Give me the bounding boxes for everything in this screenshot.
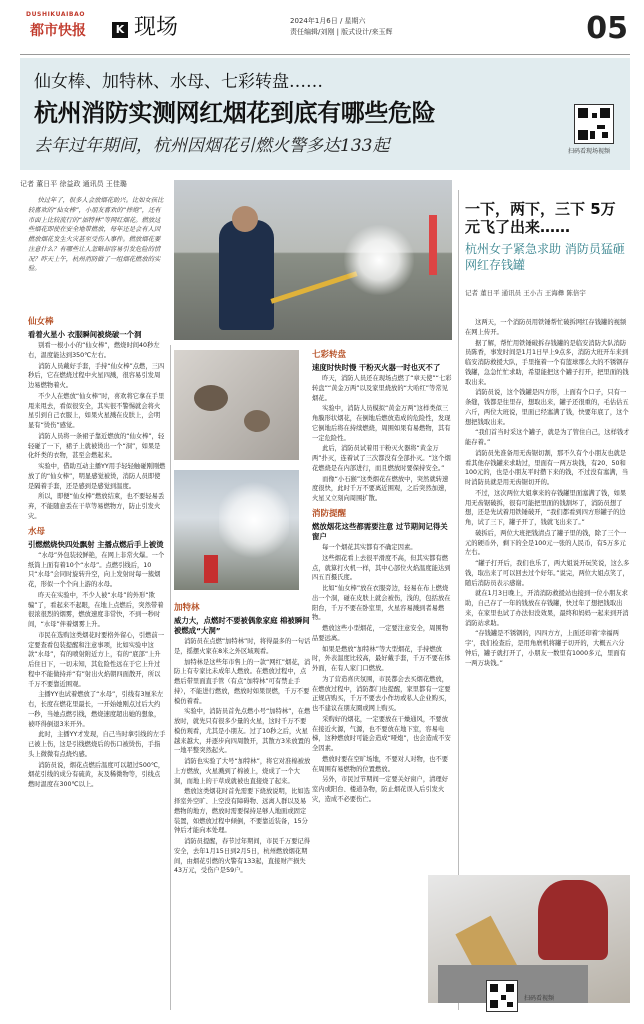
burned-cloth-photo: [174, 350, 299, 460]
paragraph: 消防员在点燃“加特林”时，将得最多的一句话是，摇摆火家在8米之外区域观看。: [174, 638, 311, 655]
header-rule: [20, 54, 630, 55]
qr-caption: 扫码看现场视频: [568, 148, 611, 155]
column-2: [174, 598, 312, 1013]
paragraph: 实验中，消防人员模拟“黄金万两”这样类似三角膜形状烟花，在倒地后燃放造成的危险性，发现它倒地后将在持续燃烧，周围如果有易燃物，其有一定危险性。: [312, 405, 451, 442]
paragraph: “存钱罐是不锈钢的，四四方方，上面还印着‘幸福两字’，我们检查后，是用角磨机将罐子切开的，大概五六分钟后，罐子就打开了，小朋友一数里有1000多元，里面有一两万块钱。”: [465, 630, 626, 667]
subhead-spinner: 速度时快时慢 干粉灭火器一时也灭不了: [312, 363, 441, 373]
paragraph: 此后，消防员试着用干粉灭火器将“黄金万两”扑灭，连着试了三次都没有全部扑灭。“这个烟花燃烧是在内部进行，而且燃放时要保持安全。”: [312, 445, 451, 472]
sidebar-headline: 一下，两下，三下 5万元飞了出来……: [465, 200, 616, 237]
section-title-gatling: 加特林: [174, 603, 200, 613]
paragraph: “我们首当时采这个罐子，就是为了管住自己，这样钱才能存着。”: [465, 429, 630, 446]
paragraph: 实验中，借助互动主播YY用手轻轻触碰刚刚燃放了的“仙女棒”，明显感觉被烫，消防人员即使是隔着手套，还是感到是感觉到温度。: [28, 463, 166, 490]
page-info: [290, 16, 393, 37]
paragraph: 不少人在燃放“仙女棒”时，喜欢将它拿在手里甩来甩去，看似很安全，其实很不警惕就会将火星引到自己衣服上，如果火星溅在皮肤上，会明显有“烫伤”感觉。: [28, 392, 165, 430]
paragraph: 消防人员戴好手套，手持“仙女棒”点燃，三四秒后，它在燃烧过程中火星四溅，很容易引发周边易燃物着火。: [28, 362, 165, 390]
sidebar-qr-code-icon[interactable]: [486, 980, 518, 1012]
paragraph: 燃放时要在空旷场地，不要对人对物，也不要在周围有易燃物的位置燃放。: [312, 755, 449, 773]
paragraph: 主播YY也试着燃放了“水母”，引线有3厘米左右，长度在燃花里最长，一开始她刚点过后大约一秒，当她点燃引线，燃烧速度超出她的想象，被吓得倒退3米开外。: [28, 691, 164, 728]
paragraph: 破拆后，两位大班把钱清点了罐子里的钱，除了三个一元的硬币外，剩下的全是100元一张的人民币，有5万多元左右。: [465, 529, 627, 557]
paragraph: 每一个烟花其实都有不确定因素。: [322, 544, 417, 552]
kicker: 仙女棒、加特林、水母、七彩转盘……: [34, 72, 323, 92]
section-title-jellyfish: 水母: [28, 526, 46, 537]
paragraph: 不过，这次两位大姐拿来的存钱罐里面塞满了钱，如果用无齿锯破拆，很有可能把里面的钱割坏了，消防员想了想，还是先试着用铁锤破开，“我们都看到四方形罐子的边角，试了三下，罐子开了，钱就飞出来了。”: [465, 489, 627, 526]
sidebar-qr-caption: 扫码看视频: [524, 995, 555, 1002]
subhead-fairy-stick: 看着火星小 衣服瞬间被烧破一个洞: [28, 330, 142, 340]
paragraph: 比如“仙女棒”放在衣服旁边，轻易在布上燃烧出一个洞，碰在皮肤上就会被伤，浅的，包括放在阳台，千万不要在卧室里，火星容易溅到者易燃物。: [312, 585, 451, 622]
paragraph: “罐子打开后，我们也乐了，两大姐说开玩笑说，这么多钱，取出来了可以回去过个好年。”说完，两位大姐点笑了，随后消防员表示感谢。: [465, 560, 630, 587]
main-headline: 杭州消防实测网红烟花到底有哪些危险: [34, 99, 436, 127]
paragraph: 昨天在实验中，不少人被“水母”的外形“欺骗”了，看起来不起眼，在地上点燃后，突然带着很浓很烈的烟雾，燃放速度非常快，不到一秒时间，“水母”伴着烟雾上升。: [28, 591, 164, 629]
subhead-jellyfish: 引燃燃烧快四处飘射 主播点燃后手上被烫: [28, 539, 164, 549]
issue-date: 2024年1月6日 / 星期六: [290, 17, 366, 25]
section-title: 现场: [134, 15, 179, 40]
paragraph: “水母”外包装较鲜艳，在网上非常火爆。一个纸筒上面有着10个“水母”。点燃引线后，10只“水母”会同时旋转升空，向上发射时每一簇烟花，形似一个个向上游的水母。: [28, 551, 165, 589]
intro-paragraph: 快过年了，很多人会放烟花助兴。比如女孩比较喜欢的“仙女棒”，小朋友喜欢的“摔炮”，还有市面上比较流行的“加特林”等网红烟花。燃放这些烟花即使在安全地带燃放，每年还是会有人因燃放烟花发生火灾甚至受伤入事件。燃放烟花要注意什么？有哪些让人忽略却容易引发危险的情况？昨天上午，杭州消防做了一组烟花燃放的实验。: [28, 197, 164, 273]
paragraph: 消防员提醒，春节过年期间，市民千万要记得安全，去年1月15日到2月5日，杭州燃放烟花期间，由烟花引燃的火警有133起，直接财产损失43万元，受伤户是59户。: [174, 838, 311, 875]
subhead-tips: 燃放烟花这些都需要注意 过节期间记得关窗户: [312, 522, 448, 542]
paragraph: 消防员先准备用无齿锯切割，那不久有个小朋友也就是看其他存钱罐来求助过，里面有一两万块钱，有20、50和100元的，也是小朋友平时攒下来的钱，不过没有塞满，当时消防员就是用无齿锯切开的。: [465, 449, 629, 486]
column-1: [28, 312, 166, 1012]
column-divider: [170, 345, 171, 1010]
paragraph: 如果是燃放“加特林”等大型烟花，手持燃放时，外表温度比较高，最好戴手套，千万不要在体外面，在有人家门口燃放。: [312, 645, 451, 673]
sidebar-subheadline: 杭州女子紧急求助 消防员猛砸网红存钱罐: [465, 242, 625, 272]
sidebar-column: [465, 318, 630, 870]
logo-cn: 都市快报: [30, 23, 86, 39]
section-title-spinner: 七彩转盘: [312, 350, 347, 360]
paragraph: 加特林是这些年市售上的一款“网红”烟花，消防上有专家比未成年人燃放。在燃放过程中，点燃后带里面直手管（有点“加特林”可有禁止手持），不能进行燃放，燃放时如果误燃，千万不要模仿着看。: [174, 658, 311, 705]
paragraph: 昨天，消防人员还在现场点燃了“章天使”“七彩转盘”“黄金万两”以及家里烧放的“大哈红”等常见烟花。: [312, 375, 452, 402]
headline-banner: [20, 58, 630, 170]
k-logo-icon: K: [112, 22, 128, 38]
firefighter-photo: [174, 180, 452, 340]
paragraph: 燃放这类烟花时首先需要下烧放说明，比如选择室外空旷、上空没有障碍物、远离人群以及易燃物的地方，燃放时需要保持足够人地面或固定装置，如燃放过程中倾倒，不要靠近装备，15分钟后才能向本处理。: [174, 788, 311, 835]
paragraph: 消防员说，这个钱罐是四方形，上面有个口子，只有一条缝，钱都是往里存，想取出来，罐子还很重的，毛估估五六斤，两位大班说，里面已经塞满了钱，快要年底了，这个想把钱取出来。: [465, 389, 629, 426]
paragraph: 实验中，消防员首先点燃小号“加特林”，在燃放时，就先只有很多少量的火星，这时千万不要模仿观看，尤其是小朋友。过了10秒之后，火星越来越大，并逐步向四周散开，其散方3米放置的一地平整突然起火。: [174, 708, 311, 755]
paragraph: 据了解，帮忙用铁锤破拆存钱罐的是临安消防大队消防员陈香，事发时间是1月1日早上9点多，消防大班开车来到临安消防救援大队，手里拖着一个有篮球那么大的不锈钢存钱罐，急急忙忙求助，希望能把这个罐子打开，把里面的钱取出来。: [465, 339, 629, 386]
paragraph: 别看一根小小的“仙女棒”，燃烧时间40秒左右，温度能达到350℃左右。: [28, 342, 160, 359]
subheadline: 去年过年期间，杭州因烟花引燃火警多达133起: [34, 136, 390, 156]
paragraph: 此时，主播YY才发现，自己当时拿引线的左手已被上伤，这是引线燃烧后的伤口被烫伤，手指头上微微有点烧灼感。: [28, 731, 166, 758]
qr-code-icon[interactable]: [574, 104, 614, 144]
logo-latin: DUSHIKUAIBAO: [26, 11, 86, 18]
paragraph: 就在1月3日晚上，开消消防救援站也接到一位小朋友求助，自己存了一年的钱放在存钱罐，快过年了想把钱取出来，在家里也试了办法但没效果，最终和妈妈一起来到开消消防站求助。: [465, 590, 629, 627]
firework-smoke-photo: [174, 470, 299, 590]
section-title-tips: 消防提醒: [312, 508, 347, 519]
paragraph: 消防员说，烟花点燃后温度可以超过500℃，烟花引线的成分有硫黄，灰及稀微物等，引线点燃时温度在300℃以上。: [28, 761, 165, 789]
paragraph: 所以，即便“仙女棒”燃放结束，也不要轻易丢弃，不能随意丢在干草等易燃物方，防止引发火灾。: [28, 493, 165, 520]
piggy-bank-photo: [428, 875, 630, 1003]
masthead: [20, 8, 630, 54]
paragraph: 而像“小石猴”这类烟花在燃放中，突然就转速度很快，此时千万不要离近围观，之后突然加速，火星又立刻向周围扩散。: [312, 475, 451, 503]
paragraph: 燃放这些小型烟花，一定要注意安全，周围物品要远离。: [312, 625, 449, 642]
paragraph: 为了营造喜庆氛围，市民都会去买烟花燃放，在燃放过程中，消防都门也提醒，家里都有一定要正规店购买，千万不要去小作坊或私人企业购买，也不建议在朋友圈或网上购买。: [312, 675, 451, 713]
paragraph: 市民在选购这类烟花时要格外留心，引燃前一定要查看包装提醒和注意事项，比如实验中这款“水母”，有的喷射附近方上，有的“底部”上升后住日下，一切未知，其危险性远在于它上升过程中不能做持并“有”射出火焰朝四面散开，所以千万不要靠近围观。: [28, 631, 165, 688]
paragraph: 消防人员将一条裙子靠近燃放的“仙女棒”，轻轻碰了一下，裙子上就被烫出一个“洞”，如果是化纤类的衣物，甚至会燃起来。: [28, 432, 165, 460]
page-number: 05: [586, 11, 628, 46]
paragraph: 消防也实验了大号“加特林”，将它对准棉被放上方燃放，火星溅到了棉被上，烧成了一个大洞，而地上的干草成就被也直接烧了起来。: [174, 758, 311, 785]
section-title-fairy-stick: 仙女棒: [28, 317, 54, 327]
paragraph: 这些烟花看上去很平滑度不高，但其实都有燃点，就算打火机一样，其中心部位火焰温度能达到四五百摄氏度。: [312, 554, 451, 582]
paragraph: 这两天，一个消防员用铁锤帮忙破拆网红存钱罐的视频在网上传开。: [465, 319, 627, 336]
paragraph: 采购好的烟花，一定要放在干燥通风，不要放在接近火源，气源，也不要放在地下室，容易电梯，这种燃放时可能会造成“哑炮”，也会造成不安全因素。: [312, 715, 451, 753]
paragraph: 另外，市民过节期间一定要关好窗户，清理好室内或阳台、楼道杂物，防止烟花误入后引发火灾，造成不必要伤亡。: [312, 776, 449, 803]
byline: 记者 董日平 徐益政 通讯员 王佳璐: [20, 180, 127, 188]
sidebar-byline: 记者 董日平 通讯员 王小吉 王海彝 陈倍宇: [465, 289, 586, 297]
editor-credits: 责任编辑/刘刚 | 版式设计/来玉辉: [290, 27, 393, 36]
subhead-gatling: 威力大，点燃时不要被偶象家庭 棉被瞬间被燃成“大洞”: [174, 616, 310, 636]
